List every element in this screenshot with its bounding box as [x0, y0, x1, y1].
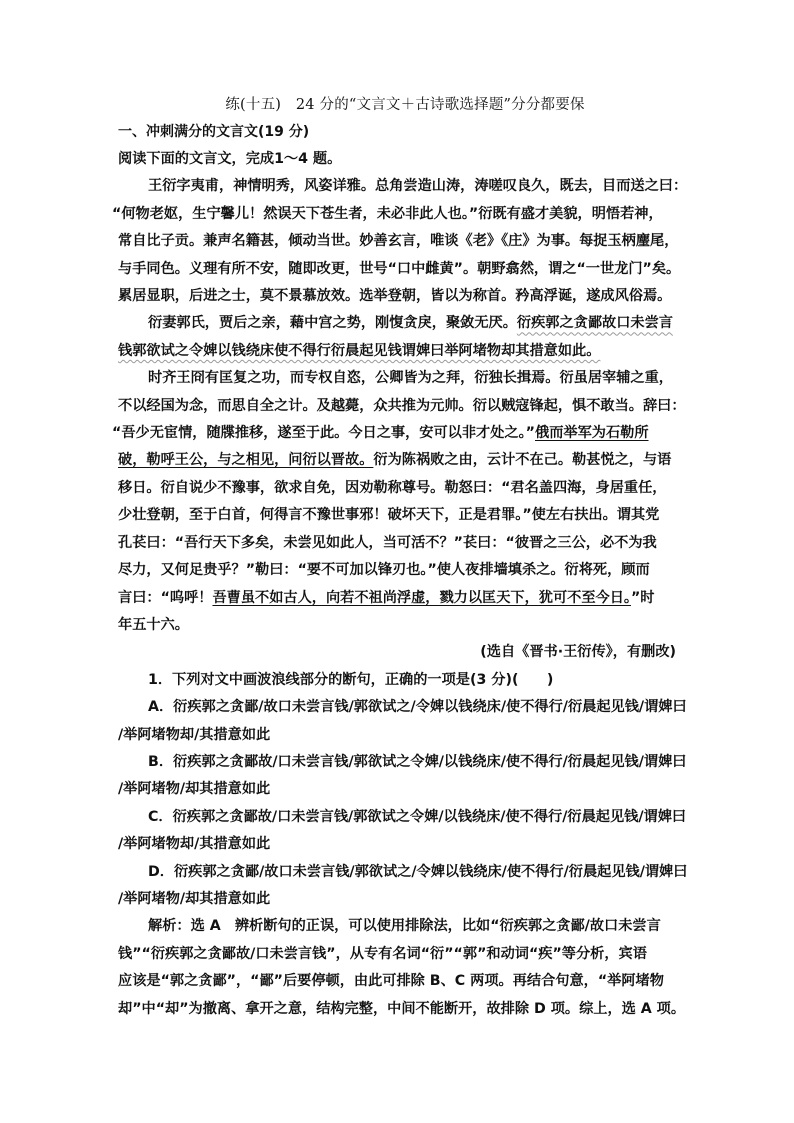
option-text: 衍疾郭之贪鄙/故口未尝言钱/郭欲试之/令婢以钱绕床/使不得行/衍晨起见钱/谓婢曰 — [173, 863, 688, 880]
source-citation: (选自《晋书·王衍传》，有删改) — [480, 644, 676, 661]
instruction-text: 阅读下面的文言文，完成1～4 题。 — [118, 151, 342, 167]
analysis-line: 应该是“郭之贪鄙”，“鄙”后要停顿，由此可排除 B、C 两项。再结合句意，“举阿堵物 — [118, 973, 664, 990]
passage-line: “何物老妪，生宁馨儿！然误天下苍生者，未必非此人也。”衍既有盛才美貌，明悟若神， — [112, 205, 663, 222]
analysis-line: 解析：选 A 辨析断句的正误，可以使用排除法，比如“衍疾郭之贪鄙/故口未尝言 — [148, 918, 661, 935]
question-1 — [118, 667, 688, 1023]
question-stem: 1．下列对文中画波浪线部分的断句，正确的一项是(3 分)( ) — [148, 671, 554, 688]
analysis-line: 钱”“衍疾郭之贪鄙故/口未尝言钱”，从专有名词“衍”“郭”和动词“疾”等分析，宾语 — [118, 945, 647, 962]
passage-paragraph-2 — [118, 310, 678, 365]
passage-line: 孔苌曰：“吾行天下多矣，未尝见如此人，当可活不？”苌曰：“彼晋之三公，必不为我 — [118, 534, 657, 551]
option-text: 衍疾郭之贪鄙故/口未尝言钱/郭欲试之令婢/以钱绕床/使不得行/衍晨起见钱/谓婢曰 — [173, 753, 687, 770]
underlined-text: 俄而举军为石勒所 — [535, 425, 649, 442]
option-b — [118, 749, 687, 804]
passage-text: ”时 — [630, 589, 655, 606]
option-line — [118, 694, 687, 721]
passage-line — [118, 338, 678, 365]
underlined-text: 吾曹虽不如古人，向若不祖尚浮虚，戮力以匡天下，犹可不至今日。 — [212, 589, 631, 606]
option-label: C． — [148, 808, 173, 825]
wavy-underlined-text: 衍疾郭之贪鄙故口未尝言 — [516, 315, 673, 332]
passage-line: 与手同色。义理有所不安，随即改更，世号“口中雌黄”。朝野翕然，谓之“一世龙门”矣。 — [118, 260, 681, 277]
passage-paragraph-3 — [112, 365, 686, 639]
passage-line: 少壮登朝，至于白首，何得言不豫世事邪！破坏天下，正是君罪。”使左右扶出。谓其党 — [118, 507, 660, 524]
passage-line — [118, 310, 678, 337]
analysis-line: 却”中“却”为撤离、拿开之意，结构完整，中间不能断开，故排除 D 项。综上，选 A 项。 — [118, 1000, 686, 1017]
option-line — [118, 749, 687, 776]
option-line — [118, 804, 687, 831]
passage-line: 时齐王冏有匡复之功，而专权自恣，公卿皆为之拜，衍独长揖焉。衍虽居宰辅之重， — [148, 370, 673, 387]
section-heading: 一、冲刺满分的文言文(19 分) — [118, 124, 310, 140]
option-text: 衍疾郭之贪鄙/故口未尝言钱/郭欲试之/令婢以钱绕床/使不得行/衍晨起见钱/谓婢曰 — [173, 699, 687, 716]
passage-text: “吾少无宦情，随牒推移，遂至于此。今日之事，安可以非才处之。” — [112, 425, 535, 442]
passage-text: 衍为陈祸败之由，云计不在己。勒甚悦之，与语 — [373, 452, 672, 469]
passage-line — [118, 585, 678, 612]
passage-paragraph-1 — [112, 173, 688, 310]
option-d — [118, 859, 688, 914]
analysis — [118, 913, 686, 1023]
wavy-underlined-text: 钱郭欲试之令婢以钱绕床使不得行衍晨起见钱谓婢曰举阿堵物却其措意如此。 — [118, 342, 601, 359]
passage-text: 言曰：“呜呼！ — [118, 589, 213, 606]
passage-line: 不以经国为念，而思自全之计。及越薨，众共推为元帅。衍以贼寇锋起，惧不敢当。辞曰： — [118, 397, 686, 414]
passage-line: 移日。衍自说少不豫事，欲求自免，因劝勒称尊号。勒怒曰：“君名盖四海，身居重任， — [118, 479, 667, 496]
passage-line — [118, 447, 678, 474]
option-line: /举阿堵物/却其措意如此 — [118, 890, 271, 907]
document-page — [112, 92, 688, 1023]
passage-text: 衍妻郭氏，贾后之亲，藉中宫之势，刚愎贪戾，聚敛无厌。 — [148, 315, 517, 332]
option-label: D． — [148, 863, 174, 880]
option-a — [118, 694, 687, 749]
option-line: /举阿堵物却/其措意如此 — [118, 836, 271, 853]
option-line: /举阿堵物却/其措意如此 — [118, 726, 271, 743]
page-title: 练(十五) 24 分的“文言文＋古诗歌选择题”分分都要保 — [225, 97, 585, 113]
option-c — [118, 804, 687, 859]
underlined-text: 破，勒呼王公，与之相见，问衍以晋故。 — [118, 452, 374, 469]
option-line — [118, 859, 688, 886]
passage-line: 尽力，又何足贵乎？”勒曰：“要不可加以锋刃也。”使人夜排墙填杀之。衍将死，顾而 — [118, 562, 650, 579]
option-line: /举阿堵物/却其措意如此 — [118, 781, 271, 798]
option-label: B． — [148, 753, 174, 770]
option-text: 衍疾郭之贪鄙故/口未尝言钱/郭欲试之令婢/以钱绕床/使不得行/衍晨起见钱/谓婢曰 — [172, 808, 687, 825]
passage-line: 常自比子贡。兼声名籍甚，倾动当世。妙善玄言，唯谈《老》《庄》为事。每捉玉柄麈尾， — [118, 233, 679, 250]
passage-line: 王衍字夷甫，神情明秀，风姿详雅。总角尝造山涛，涛嗟叹良久，既去，目而送之曰： — [148, 178, 688, 195]
passage-line — [112, 420, 678, 447]
passage-line: 累居显职，后进之士，莫不景慕放效。选举登朝，皆以为称首。矜高浮诞，遂成风俗焉。 — [118, 288, 672, 305]
passage-line: 年五十六。 — [118, 616, 189, 633]
option-label: A． — [148, 699, 174, 716]
